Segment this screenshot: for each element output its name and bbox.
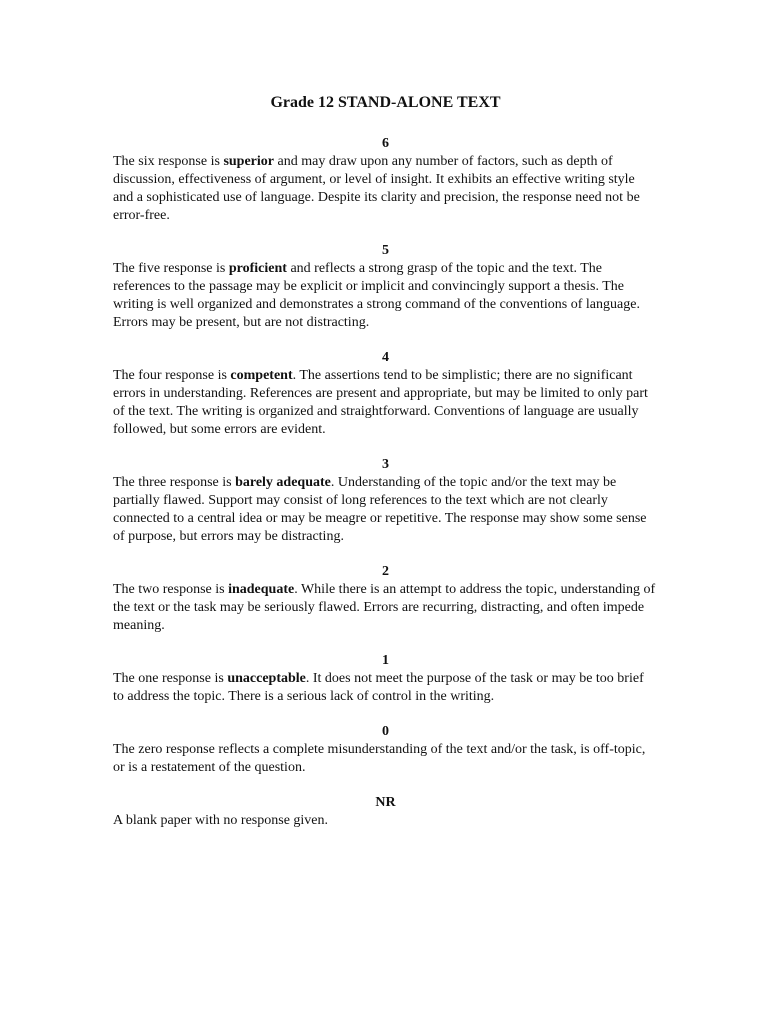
description-text: . The assertions tend to be simplistic; there are no significant errors in understanding. References are present and appropriate, but may be limited to only part of the text. The writing is organized and straightforward. Conventions of language are usually followed, but some errors are evident. [113, 368, 648, 437]
level-description [113, 153, 658, 225]
level-score: 4 [382, 350, 389, 365]
description-text: The four response is [113, 368, 231, 383]
description-text: The six response is [113, 154, 224, 169]
description-text: The two response is [113, 582, 229, 597]
level-description [113, 812, 658, 830]
description-text: . It does not meet the purpose of the task or may be too brief to address the topic. There is a serious lack of control in the writing. [113, 671, 644, 704]
rubric-page [113, 93, 658, 847]
level-score: 2 [382, 564, 389, 579]
level-3 [113, 456, 658, 546]
rating-term: superior [223, 154, 274, 169]
description-text: The one response is [113, 671, 228, 686]
description-text: A blank paper with no response given. [113, 813, 329, 828]
rating-term: competent [230, 368, 293, 383]
description-text: The five response is [113, 261, 229, 276]
level-score: 6 [382, 136, 389, 151]
description-text: and reflects a strong grasp of the topic and the text. The references to the passage may be explicit or implicit and convincingly support a thesis. The writing is well organized and demonstrates a strong command of the conventions of language. Errors may be present, but are not distracting. [113, 261, 640, 330]
level-score: 1 [382, 653, 389, 668]
level-2 [113, 563, 658, 635]
description-text: The three response is [113, 475, 236, 490]
level-0 [113, 723, 658, 777]
level-description [113, 260, 658, 332]
level-description [113, 581, 658, 635]
rating-term: unacceptable [227, 671, 306, 686]
rating-term: barely adequate [235, 475, 331, 490]
level-6 [113, 135, 658, 225]
document-title: Grade 12 STAND-ALONE TEXT [270, 94, 501, 111]
level-4 [113, 349, 658, 439]
rating-term: proficient [228, 261, 287, 276]
level-description [113, 670, 658, 706]
level-score: 3 [382, 457, 389, 472]
level-score: 5 [382, 243, 389, 258]
description-text: . While there is an attempt to address the topic, understanding of the text or the task may be seriously flawed. Errors are recurring, distracting, and often impede meaning. [113, 582, 656, 633]
level-description [113, 741, 658, 777]
description-text: The zero response reflects a complete misunderstanding of the text and/or the task, is off-topic, or is a restatement of the question. [113, 742, 646, 775]
description-text: and may draw upon any number of factors, such as depth of discussion, effectiveness of argument, or level of insight. It exhibits an effective writing style and a sophisticated use of language. Despite its clarity and precision, the response need not be error-free. [113, 154, 640, 223]
level-score: 0 [382, 724, 389, 739]
level-5 [113, 242, 658, 332]
rating-term: inadequate [228, 582, 295, 597]
level-description [113, 367, 658, 439]
level-score: NR [375, 795, 396, 810]
level-1 [113, 652, 658, 706]
level-nr [113, 794, 658, 830]
description-text: . Understanding of the topic and/or the text may be partially flawed. Support may consist of long references to the text which are not clearly connected to a central idea or may be meagre or repetitive. The response may show some sense of purpose, but errors may be distracting. [113, 475, 647, 544]
level-description [113, 474, 658, 546]
